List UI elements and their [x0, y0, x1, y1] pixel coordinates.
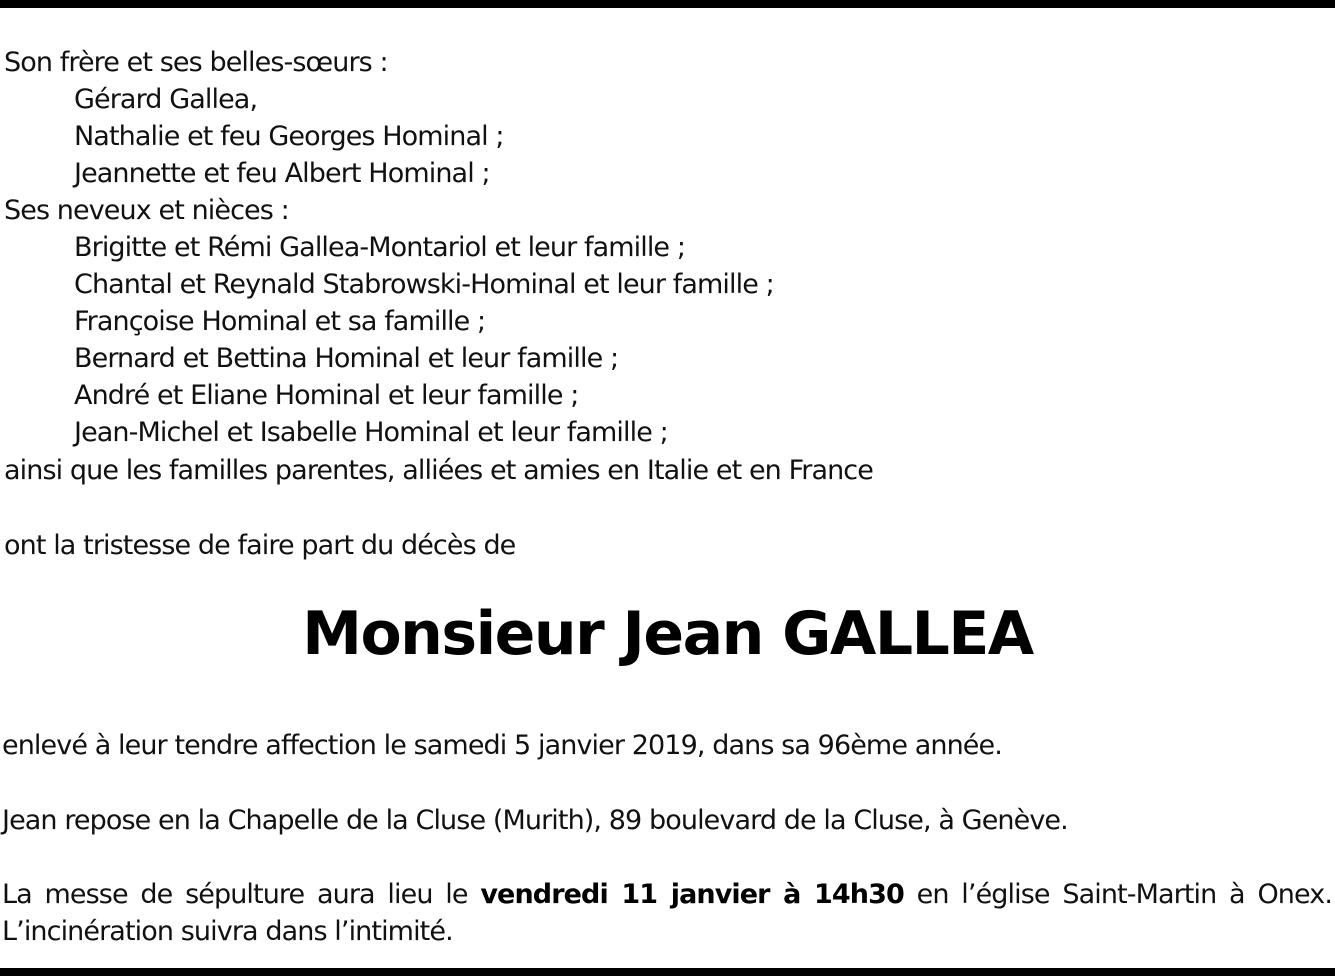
- family-line: Gérard Gallea,: [74, 84, 258, 115]
- ceremony-text-before: La messe de sépulture aura lieu le: [2, 879, 468, 910]
- announcement-text: ont la tristesse de faire part du décès de: [4, 530, 516, 561]
- ceremony-info: [2, 876, 1332, 950]
- family-line: Françoise Hominal et sa famille ;: [74, 306, 486, 337]
- family-line: Jeannette et feu Albert Hominal ;: [74, 158, 490, 189]
- family-line: Chantal et Reynald Stabrowski-Hominal et leur famille ;: [74, 269, 774, 300]
- family-line: Ses neveux et nièces :: [4, 195, 289, 226]
- family-line: Jean-Michel et Isabelle Hominal et leur famille ;: [74, 417, 668, 448]
- repose-info: Jean repose en la Chapelle de la Cluse (Murith), 89 boulevard de la Cluse, à Genève.: [2, 805, 1068, 836]
- family-line: Nathalie et feu Georges Hominal ;: [74, 121, 504, 152]
- death-note: enlevé à leur tendre affection le samedi 5 janvier 2019, dans sa 96ème année.: [2, 730, 1002, 761]
- ceremony-text-after: en l’église Saint-Martin à Onex. L’incinération suivra dans l’intimité.: [2, 879, 1333, 947]
- deceased-name: Monsieur Jean GALLEA: [302, 599, 1033, 669]
- family-line: Brigitte et Rémi Gallea-Montariol et leur famille ;: [74, 232, 686, 263]
- top-border: [0, 0, 1335, 8]
- family-line: ainsi que les familles parentes, alliées et amies en Italie et en France: [4, 455, 873, 486]
- bottom-border: [0, 968, 1335, 976]
- family-line: André et Eliane Hominal et leur famille ;: [74, 380, 579, 411]
- ceremony-date: vendredi 11 janvier à 14h30: [480, 879, 904, 910]
- family-line: Bernard et Bettina Hominal et leur famille ;: [74, 343, 619, 374]
- family-line: Son frère et ses belles-sœurs :: [4, 47, 388, 78]
